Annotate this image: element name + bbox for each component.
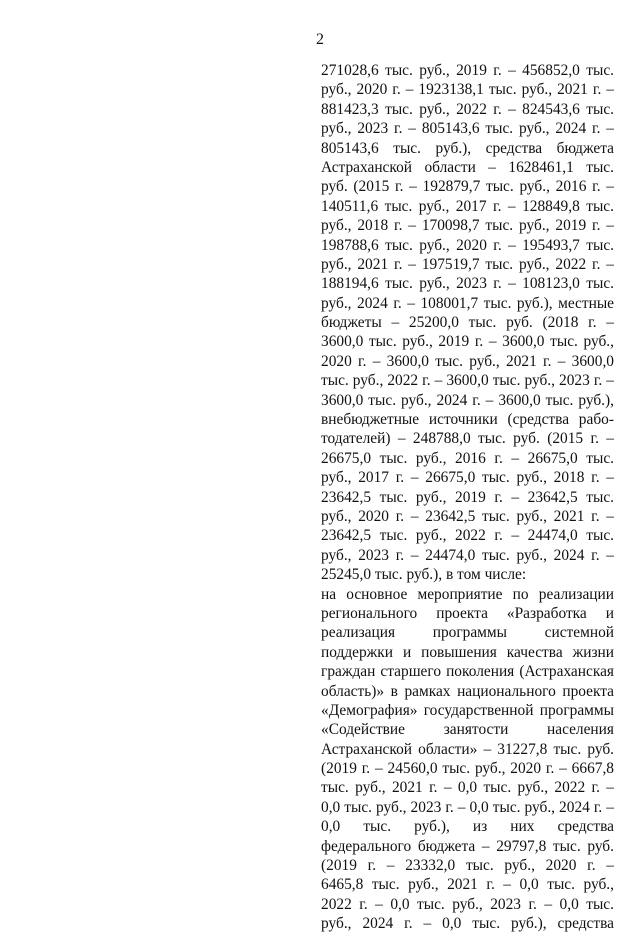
text-line: внебюджетные источники (средства рабо- xyxy=(321,411,614,429)
text-line: федерального бюджета – 29797,8 тыс. руб. xyxy=(321,837,614,855)
text-line: руб., 2023 г. – 805143,6 тыс. руб., 2024 г. – xyxy=(321,120,614,138)
text-line: 805143,6 тыс. руб.), средства бюджета xyxy=(321,139,614,157)
text-line: «Содействие занятости населения xyxy=(321,721,614,739)
text-line: 23642,5 тыс. руб., 2022 г. – 24474,0 тыс. xyxy=(321,527,614,545)
text-line: 188194,6 тыс. руб., 2023 г. – 108123,0 тыс. xyxy=(321,275,614,293)
text-line: руб., 2018 г. – 170098,7 тыс. руб., 2019 г. – xyxy=(321,217,614,235)
text-line: поддержки и повышения качества жизни xyxy=(321,643,614,661)
text-line: на основное мероприятие по реализации xyxy=(321,585,614,603)
text-line: «Демография» государственной программы xyxy=(321,701,614,719)
text-line: руб., 2024 г. – 108001,7 тыс. руб.), местные xyxy=(321,294,614,312)
text-line: граждан старшего поколения (Астраханская xyxy=(321,663,614,681)
text-line: руб., 2021 г. – 197519,7 тыс. руб., 2022 г. – xyxy=(321,255,614,273)
text-line: 2020 г. – 3600,0 тыс. руб., 2021 г. – 3600,0 xyxy=(321,352,614,370)
text-line: руб., 2020 г. – 1923138,1 тыс. руб., 2021 г. – xyxy=(321,81,614,99)
text-line: тыс. руб., 2022 г. – 3600,0 тыс. руб., 2023 г. – xyxy=(321,372,614,390)
text-line: 3600,0 тыс. руб., 2024 г. – 3600,0 тыс. руб.), xyxy=(321,391,614,409)
text-line: руб., 2023 г. – 24474,0 тыс. руб., 2024 г. – xyxy=(321,546,614,564)
text-line: Астраханской области – 1628461,1 тыс. xyxy=(321,158,614,176)
text-line: руб., 2020 г. – 23642,5 тыс. руб., 2021 г. – xyxy=(321,507,614,525)
text-line: руб. (2015 г. – 192879,7 тыс. руб., 2016 г. – xyxy=(321,178,614,196)
text-line: реализация программы системной xyxy=(321,624,614,642)
body-text-column xyxy=(321,61,614,934)
text-line: 2022 г. – 0,0 тыс. руб., 2023 г. – 0,0 тыс. xyxy=(321,895,614,913)
text-line: 0,0 тыс. руб., 2023 г. – 0,0 тыс. руб., 2024 г. – xyxy=(321,798,614,816)
text-line: 0,0 тыс. руб.), из них средства xyxy=(321,818,614,836)
text-line: 198788,6 тыс. руб., 2020 г. – 195493,7 тыс. xyxy=(321,236,614,254)
text-line: тодателей) – 248788,0 тыс. руб. (2015 г. – xyxy=(321,430,614,448)
text-line: бюджеты – 25200,0 тыс. руб. (2018 г. – xyxy=(321,314,614,332)
text-line: 6465,8 тыс. руб., 2021 г. – 0,0 тыс. руб., xyxy=(321,876,614,894)
text-line: Астраханской области» – 31227,8 тыс. руб. xyxy=(321,740,614,758)
text-line: 23642,5 тыс. руб., 2019 г. – 23642,5 тыс. xyxy=(321,488,614,506)
text-line: тыс. руб., 2021 г. – 0,0 тыс. руб., 2022 г. – xyxy=(321,779,614,797)
text-line: руб., 2017 г. – 26675,0 тыс. руб., 2018 г. – xyxy=(321,469,614,487)
text-line: область)» в рамках национального проекта xyxy=(321,682,614,700)
text-line: (2019 г. – 23332,0 тыс. руб., 2020 г. – xyxy=(321,857,614,875)
text-line: 881423,3 тыс. руб., 2022 г. – 824543,6 тыс. xyxy=(321,100,614,118)
text-line: 26675,0 тыс. руб., 2016 г. – 26675,0 тыс. xyxy=(321,449,614,467)
text-line: руб., 2024 г. – 0,0 тыс. руб.), средства xyxy=(321,915,614,933)
text-line: регионального проекта «Разработка и xyxy=(321,604,614,622)
text-line: (2019 г. – 24560,0 тыс. руб., 2020 г. – 6667,8 xyxy=(321,760,614,778)
text-line: 25245,0 тыс. руб.), в том числе: xyxy=(321,566,527,584)
text-line: 140511,6 тыс. руб., 2017 г. – 128849,8 тыс. xyxy=(321,197,614,215)
text-line: 3600,0 тыс. руб., 2019 г. – 3600,0 тыс. руб., xyxy=(321,333,614,351)
page-number: 2 xyxy=(316,31,324,48)
text-line: 271028,6 тыс. руб., 2019 г. – 456852,0 тыс. xyxy=(321,62,614,79)
